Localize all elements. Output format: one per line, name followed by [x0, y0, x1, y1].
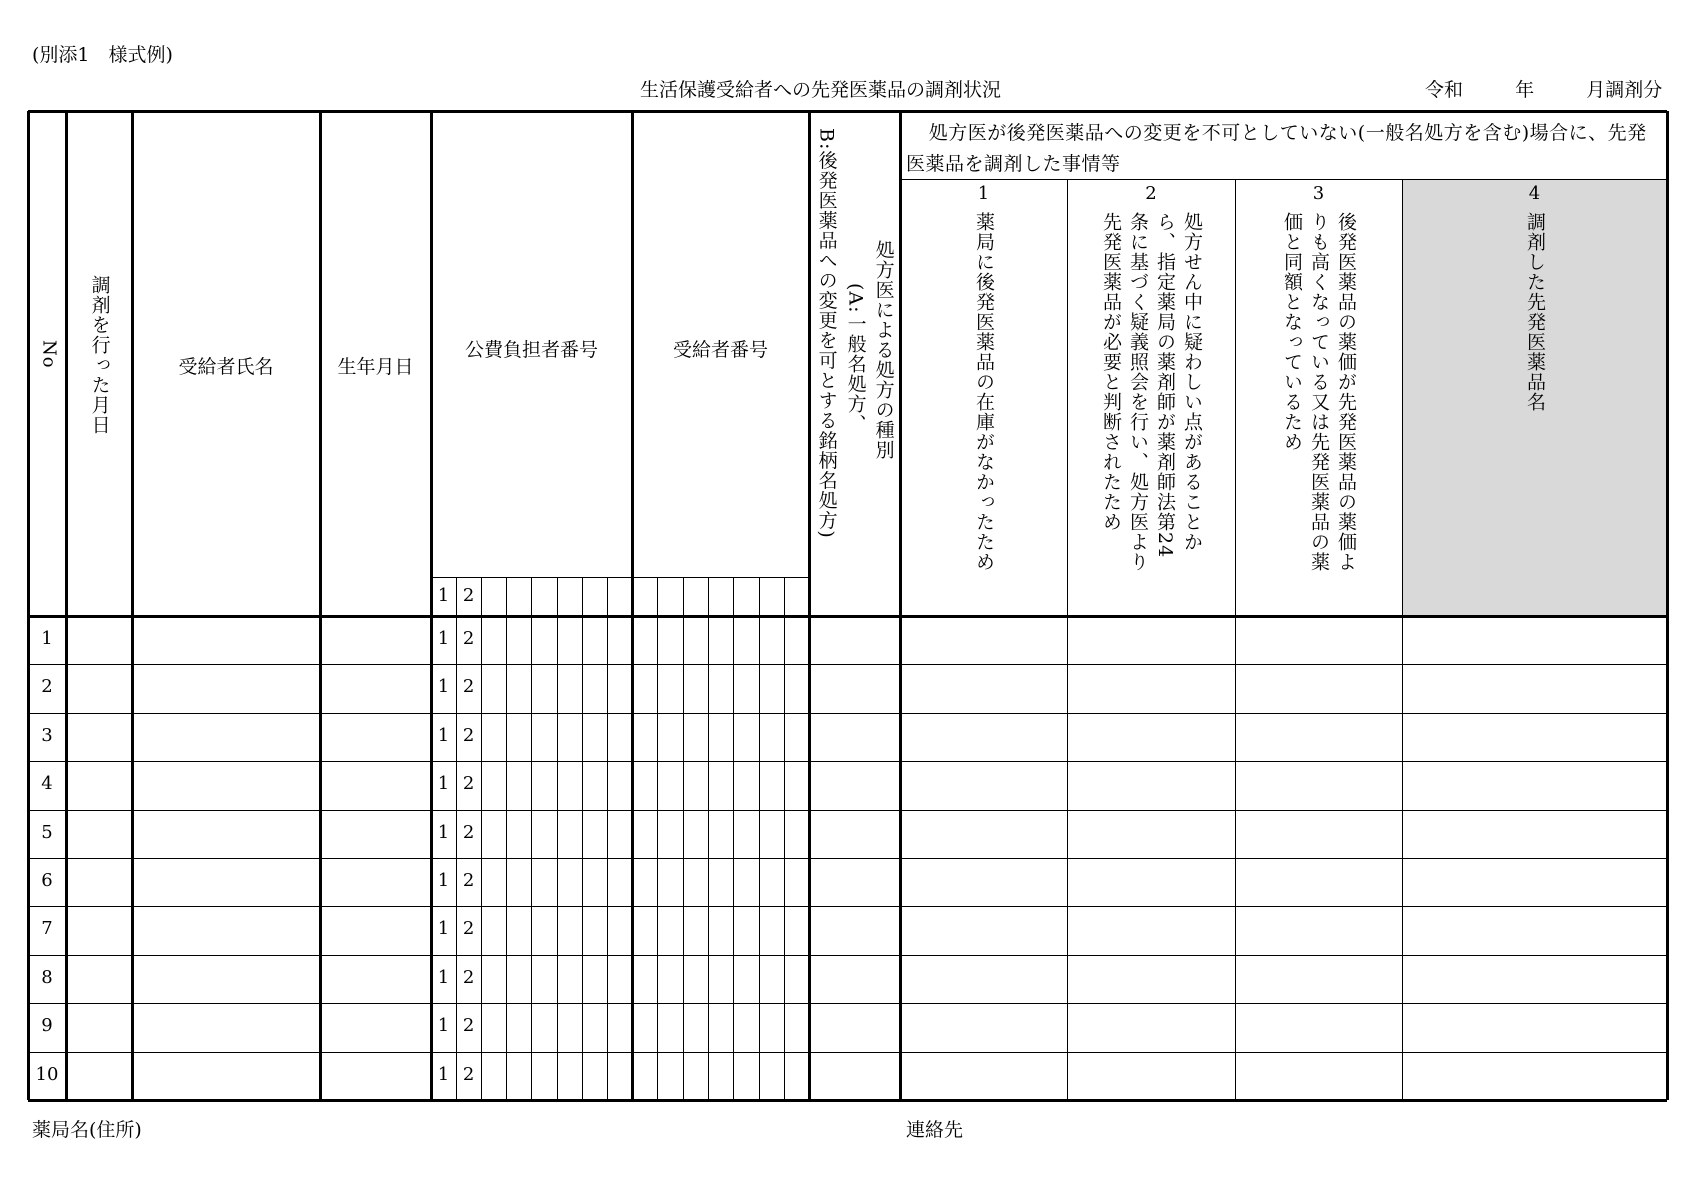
grid-line: [28, 615, 1667, 618]
grid-line: [557, 577, 558, 1100]
grid-line: [319, 111, 322, 1100]
table-row[interactable]: [28, 713, 1667, 761]
grid-line: [899, 111, 902, 1100]
header-reasons-group: 処方医が後発医薬品への変更を不可としていない(一般名処方を含む)場合に、先発医薬品を調剤した事情等: [906, 122, 1647, 175]
grid-line: [733, 577, 734, 1100]
grid-line: [1402, 179, 1403, 1100]
grid-line: [28, 713, 1667, 714]
grid-line: [28, 1099, 1667, 1102]
grid-line: [683, 577, 684, 1100]
grid-line: [900, 179, 1667, 180]
table-row[interactable]: [28, 664, 1667, 712]
table-row[interactable]: [28, 955, 1667, 1003]
payer-digit-label: 1: [437, 773, 450, 795]
grid-line: [28, 761, 1667, 762]
row-number: 8: [41, 966, 53, 988]
header-birth-date: 生年月日: [337, 356, 414, 378]
payer-digit-label: 2: [462, 1063, 475, 1085]
grid-line: [28, 906, 1667, 907]
payer-digit-label: 2: [462, 585, 475, 606]
row-number: 2: [41, 676, 53, 698]
grid-line: [27, 111, 30, 1100]
reason-1-text: [970, 212, 997, 572]
annex-label: (別添1 様式例): [32, 44, 173, 66]
grid-line: [531, 577, 532, 1100]
row-number: 1: [41, 628, 53, 649]
header-no: No: [38, 340, 60, 369]
reason-2-number: 2: [1145, 183, 1157, 204]
year-label: 年: [1515, 79, 1535, 101]
row-number: 5: [41, 821, 53, 843]
month-label: 月調剤分: [1586, 79, 1663, 101]
payer-digit-label: 1: [437, 1015, 450, 1037]
reason-2-text: [1097, 212, 1205, 572]
table-row[interactable]: [28, 761, 1667, 809]
grid-line: [1235, 179, 1236, 1100]
header-dispense-date: 調剤を行った月日: [88, 275, 111, 435]
reason-text-line: 処方せん中に疑わしい点があることか: [1181, 212, 1203, 552]
payer-digit-label: 2: [462, 918, 475, 940]
grid-line: [28, 810, 1667, 811]
grid-line: [657, 577, 658, 1100]
contact-label: 連絡先: [906, 1119, 964, 1141]
grid-line: [65, 111, 68, 1100]
grid-line: [759, 577, 760, 1100]
grid-line: [28, 1052, 1667, 1053]
row-number: 9: [41, 1015, 53, 1037]
header-payer-number: 公費負担者番号: [464, 339, 598, 361]
reason-1-number: 1: [977, 183, 990, 204]
grid-line: [28, 110, 1667, 113]
reason-text-line: 薬局に後発医薬品の在庫がなかったため: [973, 212, 995, 572]
reason-text-line: 価と同額となっているため: [1281, 212, 1303, 452]
table-row[interactable]: [28, 616, 1667, 664]
grid-line: [481, 577, 482, 1100]
grid-line: [506, 577, 507, 1100]
payer-digit-label: 1: [437, 1063, 450, 1085]
row-number: 6: [41, 870, 53, 891]
grid-line: [456, 577, 457, 1100]
payer-digit-label: 1: [437, 870, 450, 891]
header-recipient-number: 受給者番号: [672, 339, 768, 361]
reason-text-line: 先発医薬品が必要と判断されたため: [1100, 212, 1122, 532]
grid-line: [607, 577, 608, 1100]
reason-text-line: りも高くなっている又は先発医薬品の薬: [1308, 212, 1330, 572]
payer-digit-label: 2: [462, 821, 475, 843]
reporting-period: [1425, 75, 1662, 102]
grid-line: [1067, 179, 1068, 1100]
header-recipient-name: 受給者氏名: [178, 356, 274, 378]
payer-digit-label: 2: [462, 676, 475, 698]
row-number: 10: [35, 1063, 59, 1085]
table-row[interactable]: [28, 906, 1667, 954]
reason-text-line: 後発医薬品の薬価が先発医薬品の薬価よ: [1335, 212, 1357, 572]
reason-4-number: 4: [1528, 183, 1541, 204]
grid-line: [1666, 111, 1669, 1100]
row-number: 7: [41, 918, 53, 940]
payer-digit-label: 1: [437, 676, 450, 698]
grid-line: [708, 577, 709, 1100]
grid-line: [28, 664, 1667, 665]
reason-3-text: [1278, 212, 1359, 572]
payer-digit-label: 1: [437, 724, 450, 746]
reason-4-text: [1521, 212, 1548, 412]
table-row[interactable]: [28, 810, 1667, 858]
reason-text-line: 条に基づく疑義照会を行い、処方医より: [1127, 212, 1149, 572]
table-row[interactable]: [28, 858, 1667, 906]
grid-line: [784, 577, 785, 1100]
payer-digit-label: 2: [462, 966, 475, 988]
payer-digit-label: 1: [437, 628, 450, 649]
header-prescription-type: 処方医による処方の種別: [872, 240, 895, 460]
grid-line: [131, 111, 134, 1100]
table-row[interactable]: [28, 1052, 1667, 1100]
row-number: 4: [41, 773, 53, 795]
payer-digit-label: 2: [462, 1015, 475, 1037]
grid-line: [28, 1003, 1667, 1004]
grid-line: [631, 111, 634, 1100]
header-prescription-type-b: B:後発医薬品への変更を可とする銘柄名処方): [815, 128, 838, 539]
payer-digit-label: 1: [437, 821, 450, 843]
table-row[interactable]: [28, 1003, 1667, 1051]
payer-digit-label: 1: [437, 585, 450, 606]
grid-line: [582, 577, 583, 1100]
payer-digit-label: 1: [437, 918, 450, 940]
era-label: 令和: [1425, 79, 1464, 101]
grid-line: [430, 111, 433, 1100]
reason-3-number: 3: [1312, 183, 1325, 204]
payer-digit-label: 1: [437, 966, 450, 988]
payer-digit-label: 2: [462, 724, 475, 746]
header-prescription-type-a: (A:一般名処方、: [844, 283, 867, 434]
grid-line: [431, 577, 809, 578]
payer-digit-label: 2: [462, 870, 475, 891]
reason-text-line: 調剤した先発医薬品名: [1524, 212, 1546, 412]
reason-text-line: ら、指定薬局の薬剤師が薬剤師法第24: [1154, 212, 1176, 559]
grid-line: [808, 111, 811, 1100]
payer-digit-label: 2: [462, 628, 475, 649]
payer-digit-label: 2: [462, 773, 475, 795]
row-number: 3: [41, 724, 53, 746]
page-title: 生活保護受給者への先発医薬品の調剤状況: [640, 79, 1002, 101]
grid-line: [28, 858, 1667, 859]
pharmacy-name-label: 薬局名(住所): [32, 1119, 142, 1141]
grid-line: [28, 955, 1667, 956]
